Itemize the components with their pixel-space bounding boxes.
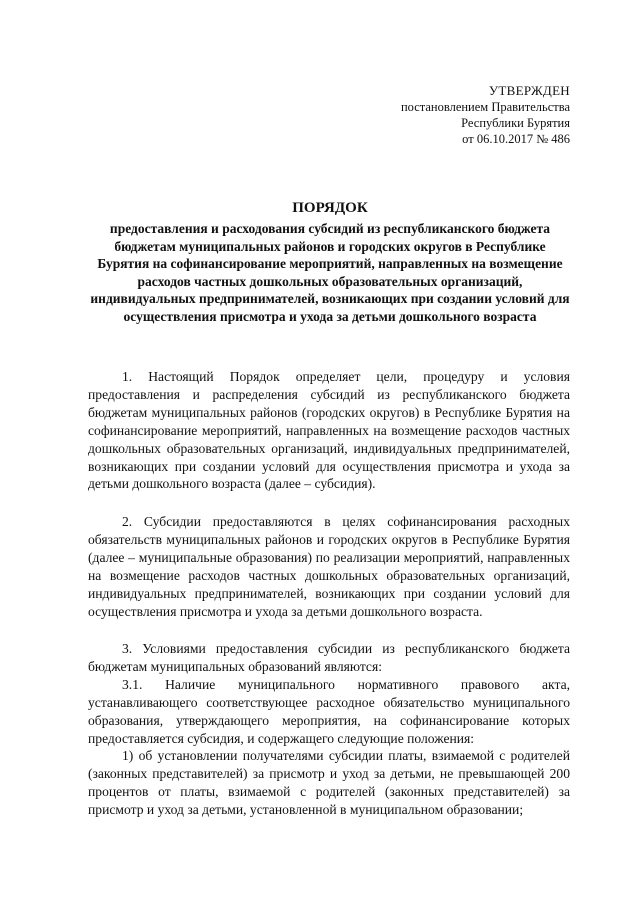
- paragraph-3-1: 3.1. Наличие муниципального нормативного правового акта, устанавливающего соответствующее расходное обязательство муниципального образования, утверждающего мероприятия, на софинансирование которых предоставляется субсидия, и содержащего следующие положения:: [88, 676, 570, 746]
- paragraph-1: 1. Настоящий Порядок определяет цели, процедуру и условия предоставления и распределения субсидий из республиканского бюджета бюджетам муниципальных районов (городских округов) в Республике Бурятия на софинансирование мероприятий, направленных на возмещение расходов частных дошкольных образовательных организаций, индивидуальных предпринимателей, возникающих при создании условий для осуществления присмотра и ухода за детьми дошкольного возраста (далее – субсидия).: [88, 369, 570, 492]
- paragraph-2: 2. Субсидии предоставляются в целях софинансирования расходных обязательств муниципальных районов и городских округов в Республике Бурятия (далее – муниципальные образования) по реализации мероприятий, направленных на возмещение расходов частных дошкольных образовательных организаций, индивидуальных предпринимателей, возникающих при создании условий для осуществления присмотра и ухода за детьми дошкольного возраста.: [88, 514, 570, 619]
- paragraph-3: 3. Условиями предоставления субсидии из республиканского бюджета бюджетам муниципальных образований являются:: [88, 641, 570, 674]
- document-title: [90, 197, 570, 325]
- approval-stamp: [401, 83, 570, 147]
- paragraph-3-block: [88, 640, 570, 819]
- paragraph-3-1-item-1: 1) об установлении получателями субсидии платы, взимаемой с родителей (законных представителей) за присмотр и уход за детьми, не превышающей 200 процентов от платы, взимаемой с родителей (законных представителей) за присмотр и уход за детьми, установленной в муниципальном образовании;: [88, 748, 570, 818]
- approval-date-number: от 06.10.2017 № 486: [462, 132, 570, 146]
- title-subtitle: предоставления и расходования субсидий из республиканского бюджета бюджетам муниципальных районов и городских округов в Республике Бурятия на софинансирование мероприятий, направленных на возмещение расходов частных дошкольных образовательных организаций, индивидуальных предпринимателей, возникающих при создании условий для осуществления присмотра и ухода за детьми дошкольного возраста: [90, 221, 570, 324]
- paragraph-2-block: [88, 513, 570, 620]
- title-main: ПОРЯДОК: [292, 200, 368, 216]
- approval-line-1: постановлением Правительства: [400, 100, 570, 114]
- approval-line-2: Республики Бурятия: [461, 116, 570, 130]
- approval-status: УТВЕРЖДЕН: [488, 83, 570, 98]
- paragraph-1-block: [88, 368, 570, 493]
